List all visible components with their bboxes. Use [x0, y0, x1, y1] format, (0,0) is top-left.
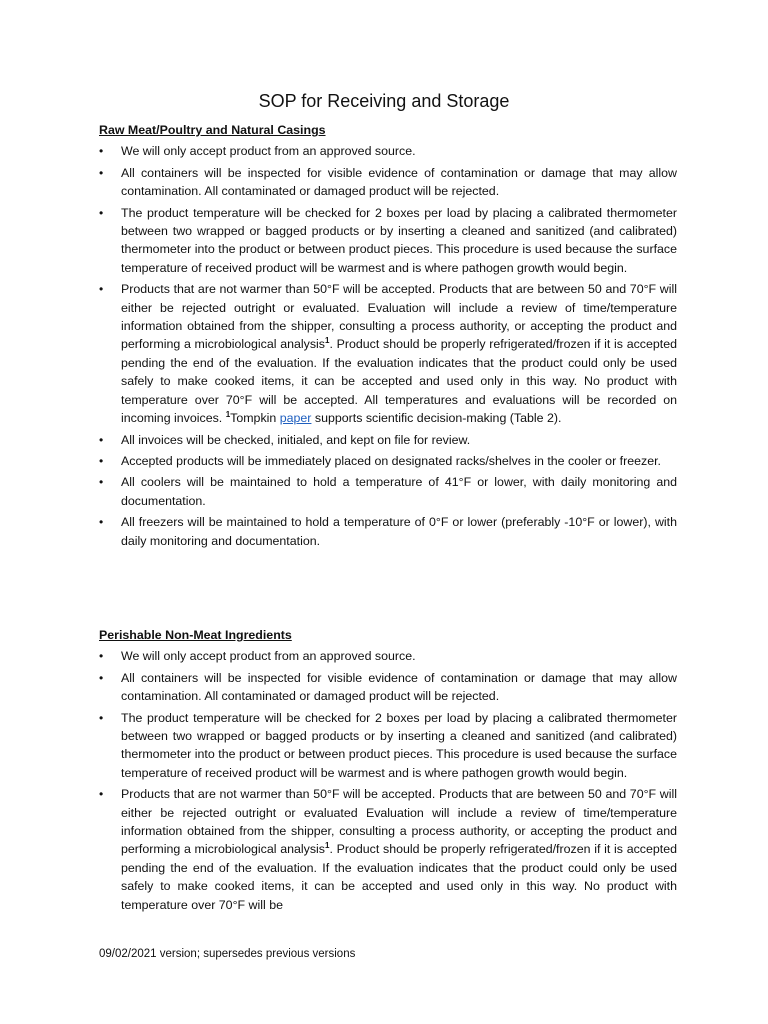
list-item: • We will only accept product from an approved source. — [99, 647, 677, 665]
list-item: • The product temperature will be checked for 2 boxes per load by placing a calibrated thermometer between two wrapped or bagged products or by inserting a cleaned and sanitized (and calibrated) thermometer into the product or between product pieces. This procedure is used because the surface temperature of received product will be warmest and is where pathogen growth would begin. — [99, 709, 677, 783]
list-item: • We will only accept product from an approved source. — [99, 142, 677, 160]
list-item: • All containers will be inspected for visible evidence of contamination or damage that may allow contamination. All contaminated or damaged product will be rejected. — [99, 164, 677, 201]
item-text: supports scientific decision-making (Table 2). — [311, 411, 562, 426]
section-raw-meat — [99, 121, 677, 550]
footnote-marker: 1 — [225, 409, 231, 419]
section-heading: Perishable Non-Meat Ingredients — [99, 628, 292, 642]
list-item — [99, 280, 677, 427]
section-non-meat — [99, 626, 677, 914]
item-text: Products that are not warmer than 50°F will be accepted. Products that are between 50 and 70°F will either be rejected outright or evaluated. Evaluation will include a review of time/temperature information obtained from the shipper, consulting a process authority, or accepting the product and performing a microbiological analysis — [121, 282, 677, 352]
list-item — [99, 785, 677, 914]
list-item: • All freezers will be maintained to hold a temperature of 0°F or lower (preferably -10°F or lower), with daily monitoring and documentation. — [99, 513, 677, 550]
page-title: SOP for Receiving and Storage — [258, 91, 510, 111]
item-text: Products that are not warmer than 50°F will be accepted. Products that are between 50 and 70°F will either be rejected outright or evaluated Evaluation will include a review of time/temperature information obtained from the shipper, consulting a process authority, or accepting the product and performing a microbiological analysis — [121, 787, 677, 857]
item-text: Tompkin — [230, 411, 280, 426]
bullet-list — [99, 647, 677, 914]
list-item: • The product temperature will be checked for 2 boxes per load by placing a calibrated thermometer between two wrapped or bagged products or by inserting a cleaned and sanitized (and calibrated) thermometer into the product or between product pieces. This procedure is used because the surface temperature of received product will be warmest and is where pathogen growth would begin. — [99, 204, 677, 278]
list-item: • Accepted products will be immediately placed on designated racks/shelves in the cooler or freezer. — [99, 452, 677, 470]
bullet-list — [99, 142, 677, 550]
paper-link[interactable]: paper — [279, 411, 312, 426]
footnote-marker: 1 — [325, 336, 330, 346]
section-heading: Raw Meat/Poultry and Natural Casings — [99, 123, 326, 137]
list-item: • All invoices will be checked, initialed, and kept on file for review. — [99, 431, 677, 449]
item-text: . Product should be properly refrigerated/frozen if it is accepted pending the end of the evaluation. If the evaluation indicates that the product could only be used safely to make cooked items, it can be accepted and used only in this way. No product with temperature over 70°F will be — [121, 842, 677, 912]
page-footer: 09/02/2021 version; supersedes previous versions — [99, 948, 356, 960]
item-text: . Product should be properly refrigerated/frozen if it is accepted pending the end of the evaluation. If the evaluation indicates that the product could only be used safely to make cooked items, it can be accepted and used only in this way. No product with temperature over 70°F will be accepted. All temperatures and evaluations will be recorded on incoming invoices. — [121, 337, 677, 426]
footnote-marker: 1 — [325, 841, 330, 851]
list-item: • All coolers will be maintained to hold a temperature of 41°F or lower, with daily monitoring and documentation. — [99, 473, 677, 510]
list-item: • All containers will be inspected for visible evidence of contamination or damage that may allow contamination. All contaminated or damaged product will be rejected. — [99, 669, 677, 706]
